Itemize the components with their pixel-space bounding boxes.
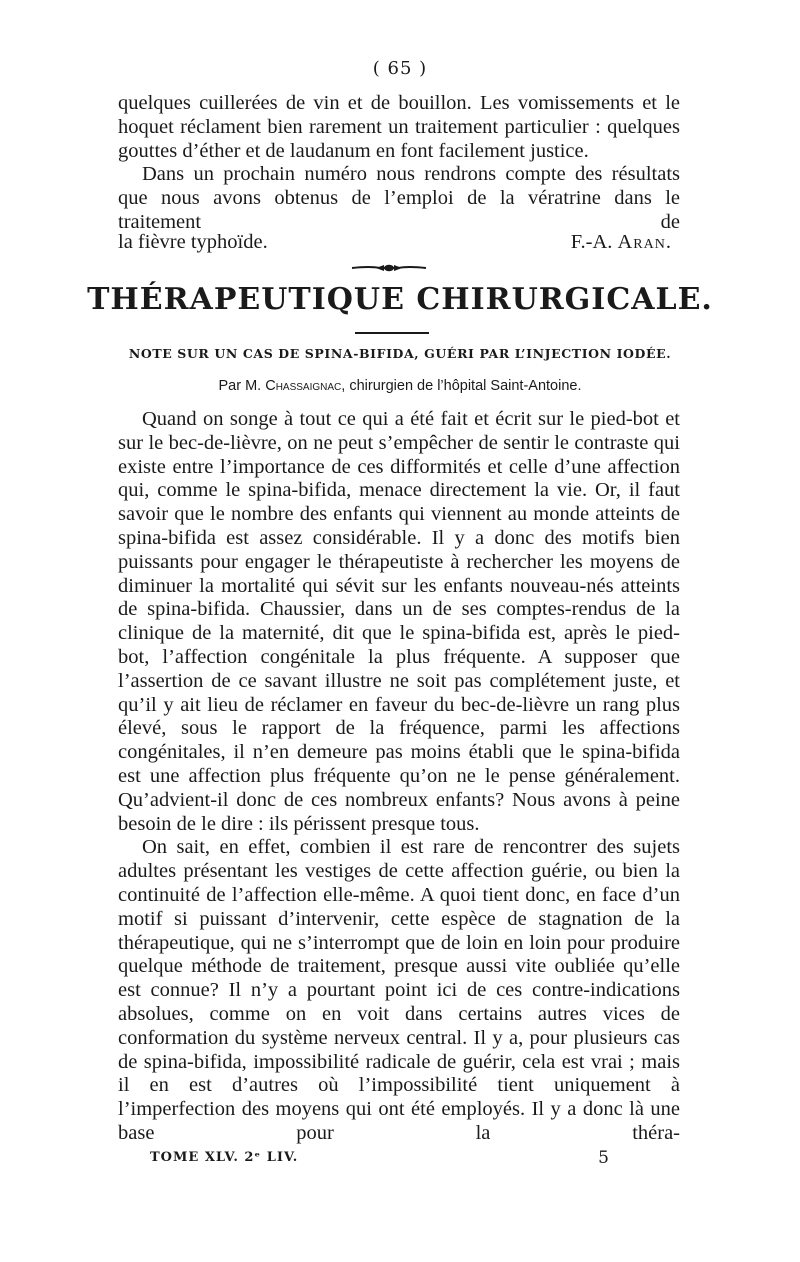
section-ornament [350, 263, 428, 273]
byline-affiliation: , chirurgien de l’hôpital Saint-Antoine. [341, 378, 582, 394]
intro-last-line: la fièvre typhoïde. [118, 231, 268, 253]
section-title: THÉRAPEUTIQUE CHIRURGICALE. [87, 282, 713, 317]
intro-text [118, 92, 680, 235]
byline [0, 378, 800, 394]
page-footer [150, 1148, 610, 1168]
page-number: ( 65 ) [372, 58, 428, 79]
article-body [118, 408, 680, 1146]
paragraph: On sait, en effet, combien il est rare de rencontrer des sujets adultes présentant les vestiges de cette affection guérie, ou bien la continuité de l’affection elle-même. A quoi tient donc, en face d’un motif si puissant d’intervenir, cette espèce de stagnation de la thérapeutique, qui ne s’interrompt que de loin en loin pour produire quelque méthode de traitement, presque aussi vite oubliée qu’elle est connue? Il n’y a pourtant point ici de ces contre-indications absolues, comme on en voit dans certains autres vices de conformation du système nerveux central. Il y a, pour plusieurs cas de spina-bifida, impossibilité radicale de guérir, cela est vrai ; mais il en est d’autres où l’impossibilité tient uniquement à l’imperfection des moyens qui ont été employés. Il y a donc là une base pour la théra- [118, 836, 680, 1144]
author-initials: F.-A. [570, 231, 613, 253]
author-signature [571, 231, 672, 255]
title-rule [355, 332, 429, 334]
byline-prefix: Par M. [218, 378, 262, 394]
paragraph: Dans un prochain numéro nous rendrons compte des résultats que nous avons obtenus de l’emploi de la vératrine dans le traitement de [118, 163, 680, 233]
signature-mark: 5 [598, 1148, 610, 1168]
paragraph: Quand on songe à tout ce qui a été fait et écrit sur le pied-bot et sur le bec-de-lièvre, on ne peut s’empêcher de sentir le contraste qui existe entre l’importance de ces difformités et celle d’une affection qui, comme le spina-bifida, menace directement la vie. Or, il faut savoir que le nombre des enfants qui viennent au monde atteints de spina-bifida est assez considérable. Il y a donc des motifs bien puissants pour engager le thérapeutiste à rechercher les moyens de diminuer la mortalité qui sévit sur les enfants nouveau-nés atteints de spina-bifida. Chaussier, dans un de ses comptes-rendus de la clinique de la maternité, dit que le spina-bifida est, après le pied-bot, l’affection congénitale la plus fréquente. A supposer que l’assertion de ce savant illustre ne soit pas complétement juste, et qu’il y ait lieu de réclamer en faveur du bec-de-lièvre un rang plus élevé, sous le rapport de la fréquence, parmi les affections congénitales, il n’en demeure pas moins établi que le spina-bifida est une affection plus fréquente qu’on ne le pense généralement. Qu’advient-il donc de ces nombreux enfants? Nous avons à peine besoin de le dire : ils périssent presque tous. [118, 408, 680, 835]
paragraph: quelques cuillerées de vin et de bouillon. Les vomissements et le hoquet réclament bien rarement un traitement particulier : quelques gouttes d’éther et de laudanum en font facilement justice. [118, 92, 680, 162]
author-surname: Aran. [617, 231, 672, 253]
note-title: NOTE SUR UN CAS DE SPINA-BIFIDA, GUÉRI PAR L’INJECTION IODÉE. [128, 346, 672, 361]
volume-label: TOME XLV. 2ᵉ LIV. [150, 1150, 299, 1165]
byline-author: Chassaignac [265, 378, 342, 394]
